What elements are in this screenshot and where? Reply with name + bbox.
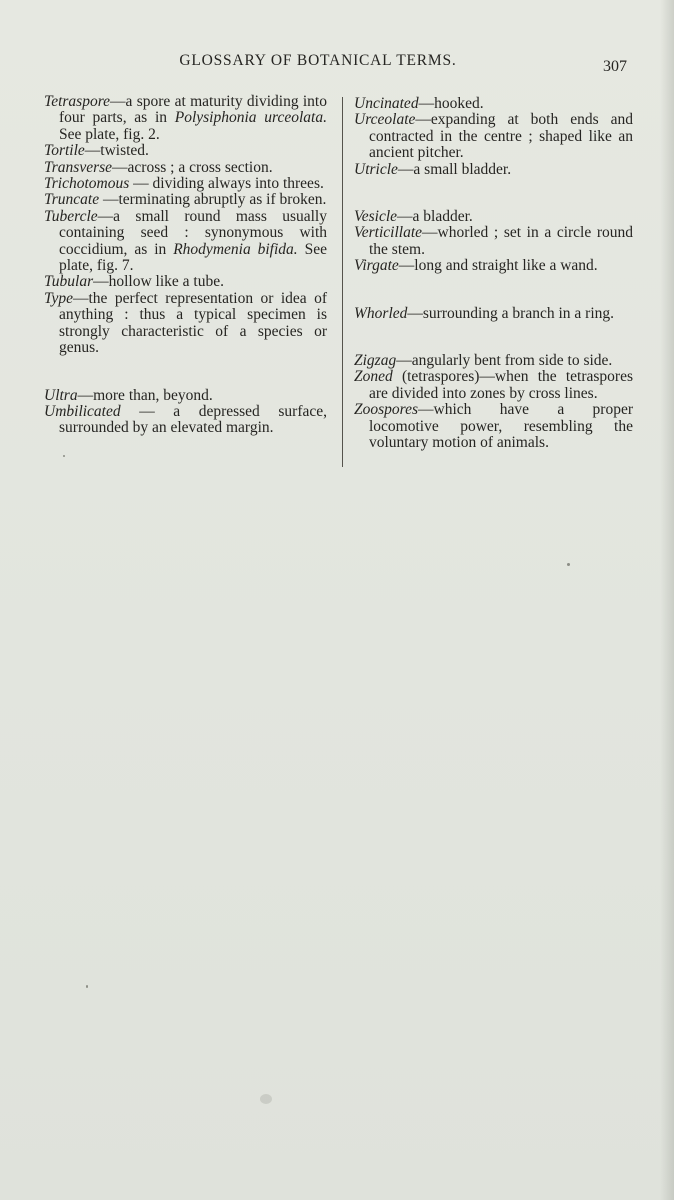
entry-tetraspore [44, 94, 327, 143]
entry-type [44, 291, 327, 357]
entry-term: Utricle [354, 160, 398, 178]
entry-utricle [354, 162, 633, 178]
entry-definition-tail: See plate, fig. 7. [59, 240, 328, 275]
entry-ultra [44, 388, 327, 404]
entry-term: Tubercle [44, 207, 98, 225]
page-number: 307 [603, 58, 627, 75]
entry-term: Virgate [354, 257, 399, 275]
entry-term: Vesicle [354, 208, 398, 226]
entry-term: Tortile [44, 142, 85, 160]
entry-definition: —more than, beyond. [77, 386, 213, 404]
entry-term: Type [44, 289, 73, 307]
section-gap [354, 275, 633, 306]
entry-zigzag [354, 353, 633, 369]
entry-term: Uncinated [354, 95, 419, 112]
section-gap [354, 322, 633, 353]
entry-definition: —twisted. [84, 142, 149, 160]
species-name: Polysiphonia urceolata. [174, 109, 327, 127]
entry-definition: —the perfect representation or idea of anything : thus a typical specimen is strongly characteristic of a species or genus. [59, 289, 327, 357]
entry-definition: —surrounding a branch in a ring. [407, 304, 615, 322]
entry-definition: (tetraspores)—when the tetraspores are divided into zones by cross lines. [369, 368, 633, 402]
entry-definition-tail: See plate, fig. 2. [59, 125, 160, 143]
entry-definition: —expanding at both ends and contracted in the centre ; shaped like an ancient pitcher. [369, 111, 633, 162]
entry-urceolate [354, 112, 633, 161]
entry-definition: —whorled ; set in a circle round the stem. [369, 224, 633, 258]
page-edge-shadow [660, 0, 674, 1200]
paper-stain [260, 1094, 272, 1104]
entry-truncate [44, 192, 327, 208]
entry-term: Whorled [354, 304, 408, 322]
entry-tortile [44, 143, 327, 159]
section-gap [44, 357, 327, 388]
entry-term: Umbilicated [44, 402, 121, 420]
entry-definition: —a spore at maturity dividing into four parts, as in [59, 93, 327, 127]
entry-definition: —a small bladder. [397, 160, 512, 178]
entry-term: Transverse [44, 158, 113, 176]
entry-term: Zigzag [354, 352, 397, 370]
entry-definition: —a bladder. [397, 208, 473, 226]
entry-zoned [354, 369, 633, 402]
entry-umbilicated [44, 404, 327, 437]
column-rule [342, 97, 343, 467]
entry-whorled [354, 306, 633, 322]
entry-term: Zoospores [354, 401, 419, 419]
entry-term: Truncate [44, 191, 100, 209]
entry-definition: —terminating abruptly as if broken. [99, 191, 327, 209]
entry-term: Verticillate [354, 224, 423, 242]
entry-definition: —long and straight like a wand. [398, 257, 598, 275]
right-column [354, 96, 633, 452]
entry-trichotomous [44, 176, 327, 192]
paper-speck [63, 455, 65, 457]
entry-transverse [44, 160, 327, 176]
entry-definition: — a depressed surface, surrounded by an elevated margin. [59, 402, 327, 437]
paper-speck [567, 563, 570, 566]
running-head: GLOSSARY OF BOTANICAL TERMS. [179, 52, 457, 69]
entry-term: Zoned [354, 368, 393, 386]
entry-definition: —hollow like a tube. [93, 273, 224, 291]
entry-tubular [44, 274, 327, 290]
entry-definition: —angularly bent from side to side. [396, 352, 613, 370]
entry-definition: — dividing always into threes. [129, 175, 324, 193]
entry-term: Ultra [44, 386, 78, 404]
entry-definition: —which have a proper locomotive power, resembling the voluntary motion of animals. [369, 401, 633, 452]
entry-definition: —a small round mass usually containing seed : synonymous with coccidium, as in [59, 207, 327, 258]
entry-term: Tubular [44, 273, 94, 291]
entry-term: Urceolate [354, 111, 416, 129]
entry-term: Trichotomous [44, 175, 130, 193]
entry-definition: —across ; a cross section. [112, 158, 273, 176]
entry-vesicle [354, 209, 633, 225]
entry-virgate [354, 258, 633, 274]
entry-term: Tetraspore [44, 93, 111, 110]
entry-uncinated [354, 96, 633, 112]
paper-speck [86, 985, 88, 988]
section-gap [354, 178, 633, 209]
entry-tubercle [44, 209, 327, 275]
species-name: Rhodymenia bifida. [173, 240, 298, 258]
entry-verticillate [354, 225, 633, 258]
entry-zoospores [354, 402, 633, 451]
entry-definition: —hooked. [418, 95, 484, 112]
left-column [44, 94, 327, 437]
